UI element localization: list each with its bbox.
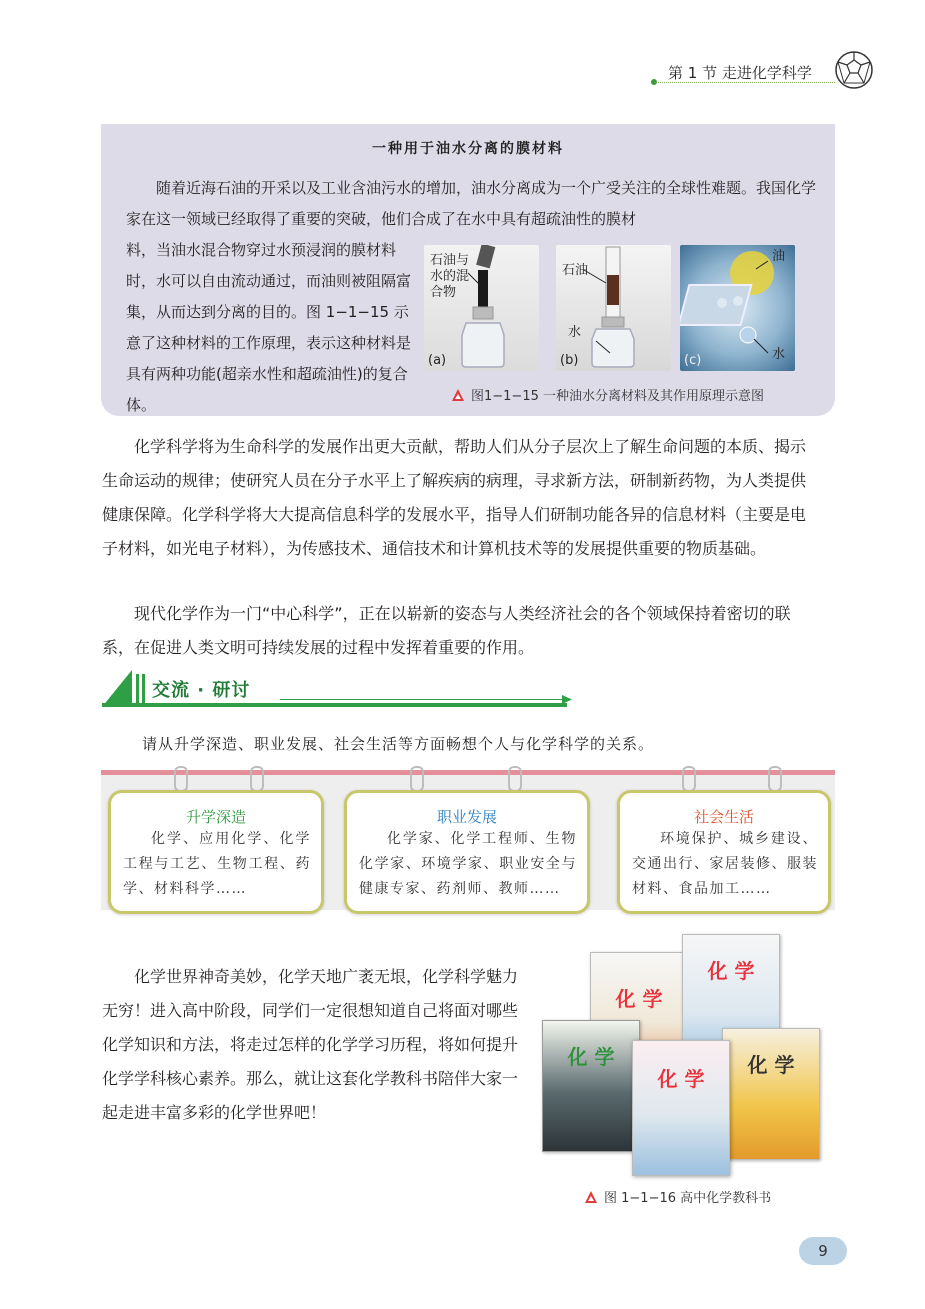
photo-a-label-3: 合物 [430,285,457,300]
book-cover-3 [542,1020,640,1152]
card-2-right-ring [508,766,522,792]
card-career [344,790,590,914]
card-further-study [108,790,324,914]
body-paragraph-1: 化学科学将为生命科学的发展作出更大贡献，帮助人们从分子层次上了解生命问题的本质、揭示生命运动的规律；使研究人员在分子水平上了解疾病的病理，寻求新方法，研制新药物，为人类提供健康保障。化学科学将大大提高信息科学的发展水平，指导人们研制功能各异的信息材料（主要是电子材料，如光电子材料），为传感技术、通信技术和计算机技术等的发展提供重要的物质基础。 [102,437,807,558]
card-social-life-body: 环境保护、城乡建设、交通出行、家居装修、服装材料、食品加工…… [632,831,818,897]
card-1-right-ring [250,766,264,792]
section-heading-arrow-icon [562,695,572,704]
card-3-left-ring [682,766,696,792]
card-1-left-ring [174,766,188,792]
info-box-left-text: 料，当油水混合物穿过水预浸润的膜材料时，水可以自由流动通过，而油则被阻隔富集，从而达到分离的目的。图 1−1−15 示意了这种材料的工作原理，表示这种材料是具有两种功能(超亲水性和超疏油性)的复合体。 [126,241,412,414]
section-heading-line [280,699,570,700]
book-cover-3-title: 化 学 [567,1045,615,1069]
fullerene-icon [834,50,874,90]
photo-a-tag: (a) [428,353,447,368]
figure-2-caption-text: 图 1−1−16 高中化学教科书 [604,1191,772,1206]
photo-b-separated [556,245,671,371]
discussion-prompt: 请从升学深造、职业发展、社会生活等方面畅想个人与化学科学的关系。 [142,735,655,753]
section-heading-stripes-icon [102,670,150,707]
card-social-life [617,790,831,914]
triangle-marker-icon [584,1190,598,1204]
photo-c-oil-label: 油 [772,249,786,264]
book-cover-5-title: 化 学 [657,1067,705,1091]
photo-c-mechanism-diagram [680,245,795,371]
card-career-body: 化学家、化学工程师、生物化学家、环境学家、职业安全与健康专家、药剂师、教师…… [359,831,577,897]
photo-a-oil-water-mixture [424,245,539,371]
photo-b-water-label: 水 [568,325,582,340]
figure-1-1-15-caption [451,385,764,404]
body-paragraph-2: 现代化学作为一门“中心科学”，正在以崭新的姿态与人类经济社会的各个领域保持着密切的联系，在促进人类文明可持续发展的过程中发挥着重要的作用。 [102,604,791,657]
photo-b-tag: (b) [560,353,579,368]
book-cover-5 [632,1040,730,1176]
book-cover-4 [722,1028,820,1160]
card-3-right-ring [768,766,782,792]
book-cover-4-title: 化 学 [747,1053,795,1077]
card-2-left-ring [410,766,424,792]
section-heading-band [102,703,567,707]
section-heading-title: 交流 · 研讨 [152,680,251,701]
photo-c-water-label: 水 [772,347,786,362]
photo-c-tag: (c) [684,353,702,368]
book-cover-2-title: 化 学 [707,959,755,983]
info-box-title: 一种用于油水分离的膜材料 [372,141,564,157]
figure-1-1-16-caption [584,1187,771,1206]
photo-b-oil-label: 石油 [562,263,589,278]
photo-a-label-1: 石油与 [430,253,470,268]
info-box-paragraph: 随着近海石油的开采以及工业含油污水的增加，油水分离成为一个广受关注的全球性难题。我国化学家在这一领域已经取得了重要的突破，他们合成了在水中具有超疏油性的膜材 [126,179,817,228]
page-number: 9 [799,1237,847,1265]
photo-a-label-2: 水的混 [430,269,470,284]
textbook-covers-image [540,928,842,1178]
bottom-paragraph: 化学世界神奇美妙，化学天地广袤无垠，化学科学魅力无穷！进入高中阶段，同学们一定很想知道自己将面对哪些化学知识和方法，将走过怎样的化学学习历程，将如何提升化学学科核心素养。那么，就让这套化学教科书陪伴大家一起走进丰富多彩的化学世界吧！ [102,967,519,1122]
card-career-title: 职业发展 [436,808,497,826]
card-social-life-title: 社会生活 [693,808,754,826]
figure-caption-text: 图1−1−15 一种油水分离材料及其作用原理示意图 [471,389,765,404]
book-cover-1-title: 化 学 [615,987,663,1011]
triangle-marker-icon [451,388,465,402]
card-further-study-body: 化学、应用化学、化学工程与工艺、生物工程、药学、材料科学…… [123,831,311,897]
card-further-study-title: 升学深造 [185,808,246,826]
header-dotted-line [655,82,835,83]
section-header-title: 第 1 节 走进化学科学 [668,64,812,82]
